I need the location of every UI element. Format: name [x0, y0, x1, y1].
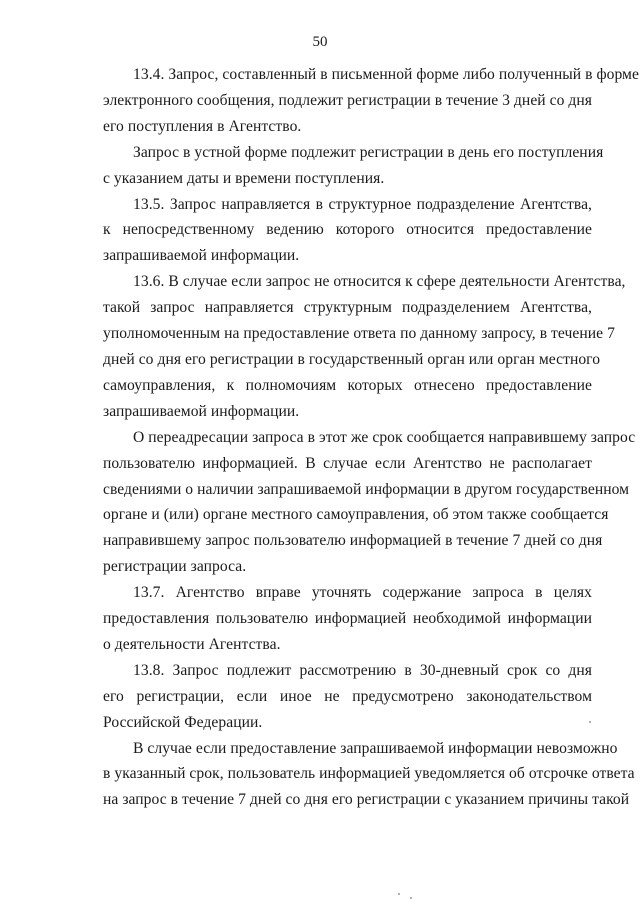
- paragraph-oral-request: [73, 140, 604, 192]
- text-line: регистрации запроса.: [103, 558, 247, 576]
- text-line: его регистрации, если иное не предусмотрено законодательством: [103, 687, 592, 705]
- paragraph-13-4: [73, 62, 639, 140]
- text-line: пользователю информацией. В случае если Агентство не располагает: [103, 454, 592, 472]
- text-line: сведениями о наличии запрашиваемой информации в другом государственном: [103, 480, 630, 498]
- text-line: электронного сообщения, подлежит регистрации в течение 3 дней со дня: [103, 91, 592, 109]
- text-line: 13.8. Запрос подлежит рассмотрению в 30-дневный срок со дня: [133, 661, 592, 679]
- page-number: 50: [312, 34, 328, 50]
- text-line: 13.4. Запрос, составленный в письменной форме либо полученный в форме: [133, 66, 639, 83]
- paragraph-13-6: [73, 269, 626, 424]
- text-line: такой запрос направляется структурным подразделением Агентства,: [103, 299, 592, 317]
- text-line: с указанием даты и времени поступления.: [103, 169, 385, 187]
- text-line: уполномоченным на предоставление ответа по данному запросу, в течение 7: [103, 325, 615, 343]
- text-line: запрашиваемой информации.: [103, 402, 300, 420]
- paragraph-13-7: [73, 580, 592, 658]
- paragraph-redirect: [73, 425, 636, 580]
- paragraph-13-5: [73, 192, 592, 270]
- text-line: его поступления в Агентство.: [103, 117, 302, 135]
- text-line: самоуправления, к полномочиям которых отнесено предоставление: [103, 376, 592, 394]
- paragraph-delay-notice: [73, 736, 635, 814]
- text-line: направившему запрос пользователю информацией в течение 7 дней со дня: [103, 532, 603, 550]
- text-line: Российской Федерации.: [103, 713, 263, 731]
- text-line: 13.5. Запрос направляется в структурное подразделение Агентства,: [133, 195, 592, 213]
- text-line: о деятельности Агентства.: [103, 635, 281, 653]
- text-line: дней со дня его регистрации в государственный орган или орган местного: [103, 350, 601, 368]
- text-line: в указанный срок, пользователь информацией уведомляется об отсрочке ответа: [103, 765, 635, 783]
- text-line: органе и (или) органе местного самоуправления, об этом также сообщается: [103, 506, 609, 524]
- text-line: на запрос в течение 7 дней со дня его регистрации с указанием причины такой: [103, 791, 630, 809]
- text-line: запрашиваемой информации.: [103, 247, 300, 265]
- paragraph-13-8: [73, 658, 592, 736]
- text-line: 13.7. Агентство вправе уточнять содержание запроса в целях: [133, 584, 592, 602]
- scan-speck: [398, 893, 400, 895]
- document-body: [73, 62, 639, 813]
- text-line: О переадресации запроса в этот же срок сообщается направившему запрос: [133, 428, 636, 446]
- scan-speck: [589, 721, 591, 723]
- scan-speck: [410, 897, 412, 899]
- text-line: к непосредственному ведению которого относится предоставление: [103, 221, 592, 239]
- text-line: В случае если предоставление запрашиваемой информации невозможно: [133, 739, 618, 757]
- text-line: 13.6. В случае если запрос не относится к сфере деятельности Агентства,: [133, 273, 626, 291]
- text-line: предоставления пользователю информацией необходимой информации: [103, 610, 592, 628]
- text-line: Запрос в устной форме подлежит регистрации в день его поступления: [133, 143, 604, 161]
